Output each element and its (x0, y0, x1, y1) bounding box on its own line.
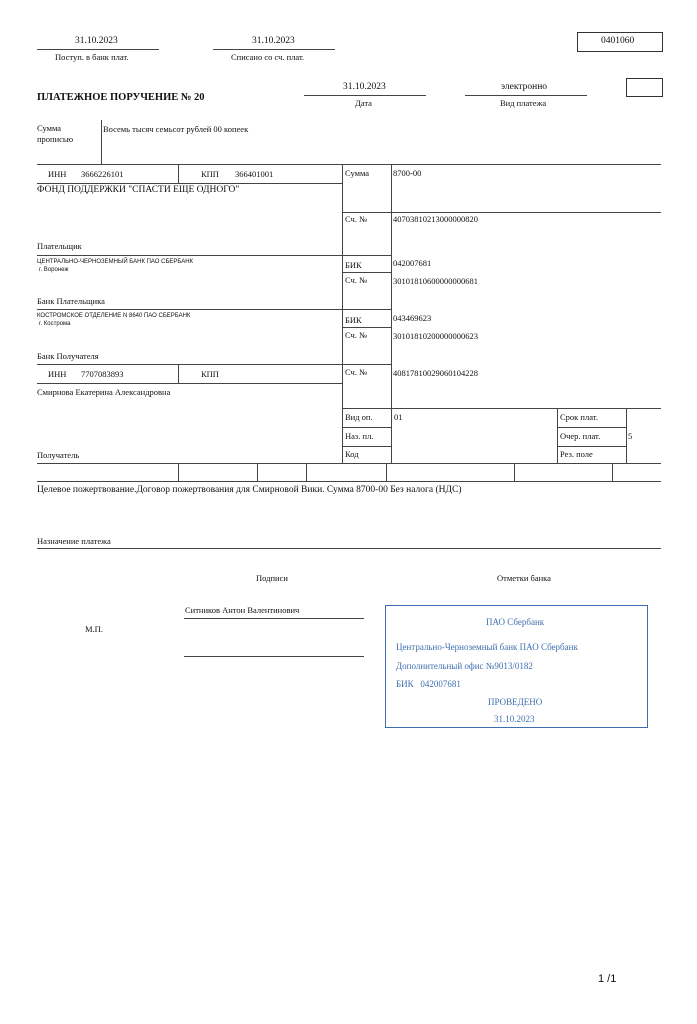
payee-inn: 7707083893 (81, 369, 124, 379)
payer-bank-bik-label: БИК (345, 260, 362, 270)
received-label: Поступ. в банк плат. (55, 52, 129, 62)
tax-cell-4 (386, 463, 387, 481)
page-counter: 1 /1 (598, 973, 617, 985)
priority: 5 (628, 431, 633, 441)
details-row-line-2b (557, 446, 626, 447)
details-row-line-1b (557, 427, 626, 428)
details-row-line-2 (342, 446, 391, 447)
value-column-divider (391, 164, 392, 463)
page-title: ПЛАТЕЖНОЕ ПОРУЧЕНИЕ № 20 (37, 92, 205, 103)
payee-bank-account-label: Сч. № (345, 330, 368, 340)
purpose-code-label: Наз. пл. (345, 431, 374, 441)
tax-cell-2 (257, 463, 258, 481)
payer-name: ФОНД ПОДДЕРЖКИ "СПАСТИ ЕЩЕ ОДНОГО" (37, 185, 240, 195)
purpose-line (37, 548, 661, 549)
debited-label: Списано со сч. плат. (231, 52, 305, 62)
payer-label: Плательщик (37, 241, 82, 251)
details-row-line-1 (342, 427, 391, 428)
payer-kpp-label: КПП (201, 169, 219, 179)
order-date-line (304, 95, 426, 96)
tax-cell-6 (612, 463, 613, 481)
payee-account: 40817810029060104228 (393, 368, 478, 378)
stamp-bik: БИК 042007681 (396, 679, 461, 689)
payee-bank-account: 30101810200000000623 (393, 331, 478, 341)
payee-bank-bik: 043469623 (393, 313, 432, 323)
payment-type-line (465, 95, 587, 96)
details-divider-1 (557, 408, 558, 463)
stamp-status: ПРОВЕДЕНО (488, 697, 543, 707)
payer-kpp: 366401001 (235, 169, 274, 179)
signature-line-1 (184, 618, 364, 619)
payee-inn-line (37, 383, 342, 384)
payer-bank-account: 30101810600000000681 (393, 276, 478, 286)
signature-line-2 (184, 656, 364, 657)
form-code: 0401060 (601, 36, 635, 46)
bank-marks-label: Отметки банка (497, 573, 551, 583)
payment-type-label: Вид платежа (500, 98, 547, 108)
payer-bank-account-label: Сч. № (345, 275, 368, 285)
tax-cell-5 (514, 463, 515, 481)
payee-bank-label: Банк Получателя (37, 351, 99, 361)
amount-words-divider (101, 120, 102, 164)
payer-sum-label: Сумма (345, 168, 370, 178)
details-divider-2 (626, 408, 627, 463)
payer-bank-label: Банк Плательщика (37, 296, 105, 306)
signatures-label: Подписи (256, 573, 288, 583)
payer-bik-line (342, 272, 391, 273)
payee-bank-bik-label: БИК (345, 315, 362, 325)
seal-label: М.П. (85, 624, 103, 634)
tax-cell-3 (306, 463, 307, 481)
op-type: 01 (394, 412, 403, 422)
payee-kpp-label: КПП (201, 369, 219, 379)
payer-inn-label: ИНН (48, 169, 67, 179)
op-type-label: Вид оп. (345, 412, 373, 422)
payee-name: Смирнова Екатерина Александровна (37, 387, 171, 397)
payer-bank-bik: 042007681 (393, 258, 432, 268)
amount-words-value: Восемь тысяч семьсот рублей 00 копеек (103, 124, 249, 134)
code-label: Код (345, 449, 359, 459)
payer-bank-city: г. Воронеж (39, 267, 69, 273)
payee-label: Получатель (37, 450, 80, 460)
status-box (626, 78, 663, 97)
payer-account-label: Сч. № (345, 214, 368, 224)
payee-account-label: Сч. № (345, 367, 368, 377)
payer-inn-line (37, 183, 342, 184)
signer-name: Ситников Антон Валентинович (185, 605, 300, 615)
payee-bank-bottom-line (37, 364, 391, 365)
tax-cell-1 (178, 463, 179, 481)
payee-bank-name: КОСТРОМСКОЕ ОТДЕЛЕНИЕ N 8640 ПАО СБЕРБАНК (37, 313, 191, 319)
sum-line-right (391, 212, 661, 213)
stamp-branch: Центрально-Черноземный банк ПАО Сбербанк (396, 642, 578, 652)
payer-bank-name: ЦЕНТРАЛЬНО-ЧЕРНОЗЕМНЫЙ БАНК ПАО СБЕРБАНК (37, 259, 194, 265)
payer-inn: 3666226101 (81, 169, 124, 179)
amount-words-label-2: прописью (37, 134, 74, 144)
tax-row-bottom (37, 481, 661, 482)
payer-account: 40703810213000000820 (393, 214, 478, 224)
reserve-label: Рез. поле (560, 449, 593, 459)
order-date-label: Дата (355, 98, 372, 108)
order-date: 31.10.2023 (343, 82, 386, 92)
stamp-office: Дополнительный офис №9013/0182 (396, 661, 533, 671)
payee-bik-line (342, 327, 391, 328)
bank-stamp (385, 605, 648, 728)
payer-sum: 8700-00 (393, 168, 422, 178)
details-top-line (342, 408, 661, 409)
received-date-line (37, 49, 159, 50)
term-label: Срок плат. (560, 412, 598, 422)
payee-bank-city: г. Кострома (39, 321, 71, 327)
debited-date-line (213, 49, 335, 50)
payee-inn-label: ИНН (48, 369, 67, 379)
debited-date: 31.10.2023 (252, 36, 295, 46)
sum-line (342, 212, 391, 213)
amount-words-line (37, 164, 661, 165)
amount-words-label-1: Сумма (37, 123, 62, 133)
payment-type: электронно (501, 82, 548, 92)
payer-bottom-line (37, 255, 391, 256)
payee-inn-kpp-divider (178, 364, 179, 383)
received-date: 31.10.2023 (75, 36, 118, 46)
purpose-label: Назначение платежа (37, 536, 111, 546)
payer-inn-kpp-divider (178, 164, 179, 183)
right-column-divider (342, 164, 343, 463)
purpose-text: Целевое пожертвование.Договор пожертвования для Смирновой Вики. Сумма 8700-00 Без налога (НДС) (37, 485, 462, 495)
payer-bank-bottom-line (37, 309, 391, 310)
tax-row-top (37, 463, 661, 464)
priority-label: Очер. плат. (560, 431, 601, 441)
stamp-date: 31.10.2023 (494, 714, 535, 724)
stamp-bank: ПАО Сбербанк (486, 617, 545, 627)
